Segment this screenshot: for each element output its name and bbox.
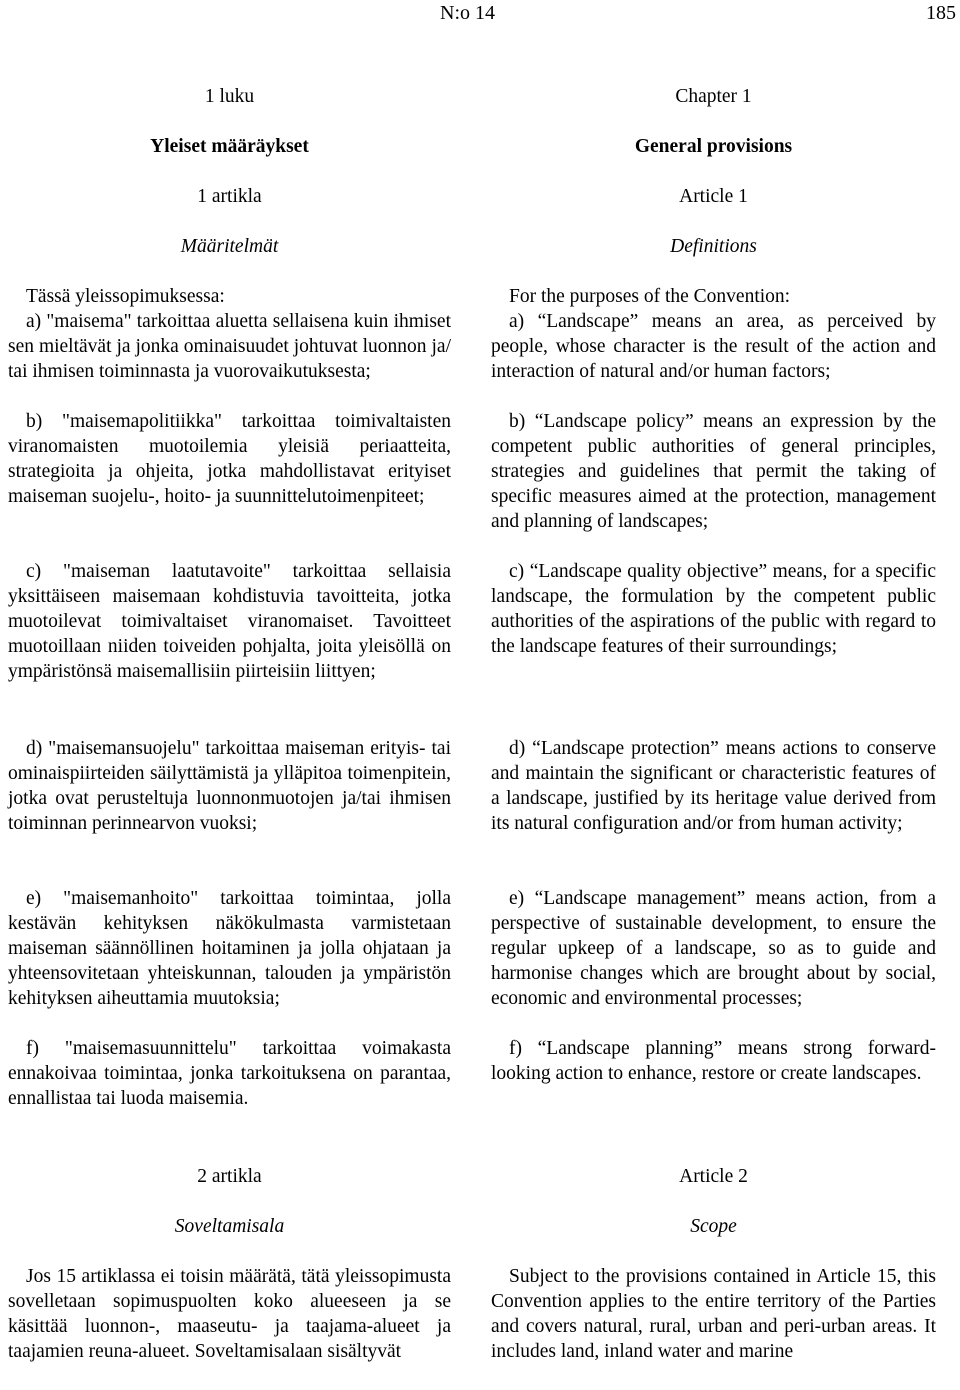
article-heading: Article 1 [679, 186, 748, 207]
definition-e: e) “Landscape management” means action, from a perspective of sustainable development, to ensure the regular upkeep of a landscape, so as to guide and harmonise changes which are brought about by social, economic and environmental processes; [491, 888, 936, 1009]
article-text: Subject to the provisions contained in Article 15, this Convention applies to the entire territory of the Parties and covers natural, rural, urban and peri-urban areas. It includes land, inland water and marine [491, 1266, 936, 1362]
article-heading: Article 2 [679, 1166, 748, 1187]
issue-number: N:o 14 [440, 2, 495, 24]
definition-c: c) “Landscape quality objective” means, for a specific landscape, the formulation by the competent public authorities of the aspirations of the public with regard to the landscape features of their surroundings; [491, 561, 936, 657]
article-title: Scope [690, 1216, 737, 1237]
definition-a: a) "maisema" tarkoittaa aluetta sellaisena kuin ihmiset sen mieltävät ja jonka ominaisuudet johtuvat luonnon ja/ tai ihmisen toiminnasta ja vuorovaikutuksesta; [8, 311, 451, 382]
article-heading: 2 artikla [197, 1166, 262, 1187]
chapter-heading: 1 luku [204, 86, 255, 107]
page-number: 185 [926, 2, 956, 24]
definition-b: b) “Landscape policy” means an expression by the competent public authorities of general principles, strategies and guidelines that permit the taking of specific measures aimed at the protection, management and planning of landscapes; [491, 411, 936, 532]
definition-d: d) "maisemansuojelu" tarkoittaa maiseman erityis- tai ominaispiirteiden säilyttämistä ja ylläpitoa toimenpitein, jotka ovat perusteltuja luonnonmuotojen ja/tai ihmisen toiminnan perinnearvon vuoksi; [8, 738, 451, 834]
definition-b: b) "maisemapolitiikka" tarkoittaa toimivaltaisten viranomaisten muotoilemia yleisiä periaatteita, strategioita ja ohjeita, jotka mahdollistavat erityiset maiseman suojelu-, hoito- ja suunnittelutoimenpiteet; [8, 411, 451, 507]
definitions-intro: Tässä yleissopimuksessa: [26, 286, 225, 307]
chapter-title: General provisions [634, 136, 793, 157]
definition-f: f) "maisemasuunnittelu" tarkoittaa voimakasta ennakoivaa toimintaa, jonka tarkoituksena on parantaa, ennallistaa tai luoda maisemia. [8, 1038, 451, 1109]
article-title: Määritelmät [180, 236, 279, 257]
article-heading: 1 artikla [197, 186, 262, 207]
definitions-intro: For the purposes of the Convention: [509, 286, 791, 307]
article-title: Definitions [670, 236, 757, 257]
definition-e: e) "maisemanhoito" tarkoittaa toimintaa, jolla kestävän kehityksen näkökulmasta varmistetaan maiseman säännöllinen hoitaminen ja jolla ohjataan ja yhteensovitetaan yhteiskunnan, talouden ja ympäristön kehityksen aiheuttamia muutoksia; [8, 888, 451, 1009]
chapter-title: Yleiset määräykset [150, 136, 309, 157]
article-text: Jos 15 artiklassa ei toisin määrätä, tätä yleissopimusta sovelletaan sopimuspuolten koko alueeseen ja se käsittää luonnon-, maaseutu- ja taajama-alueet ja taajamien reuna-alueet. Soveltamisalaan sisältyvät [8, 1266, 451, 1362]
article-title: Soveltamisala [174, 1216, 285, 1237]
page-header [0, 0, 960, 30]
definition-a: a) “Landscape” means an area, as perceived by people, whose character is the result of the action and interaction of natural and/or human factors; [491, 311, 936, 382]
chapter-heading: Chapter 1 [675, 86, 752, 107]
definition-f: f) “Landscape planning” means strong forward-looking action to enhance, restore or create landscapes. [491, 1038, 936, 1084]
definition-c: c) "maiseman laatutavoite" tarkoittaa sellaisia yksittäiseen maisemaan kohdistuvia tavoitteita, jotka muotoilevat toimivaltaiset viranomaiset. Tavoitteet muotoillaan niiden toiveiden pohjalta, joita yleisöllä on ympäristönsä maisemallisiin piirteisiin liittyen; [8, 561, 451, 682]
definition-d: d) “Landscape protection” means actions to conserve and maintain the significant or characteristic features of a landscape, justified by its heritage value derived from its natural configuration and/or from human activity; [491, 738, 936, 834]
